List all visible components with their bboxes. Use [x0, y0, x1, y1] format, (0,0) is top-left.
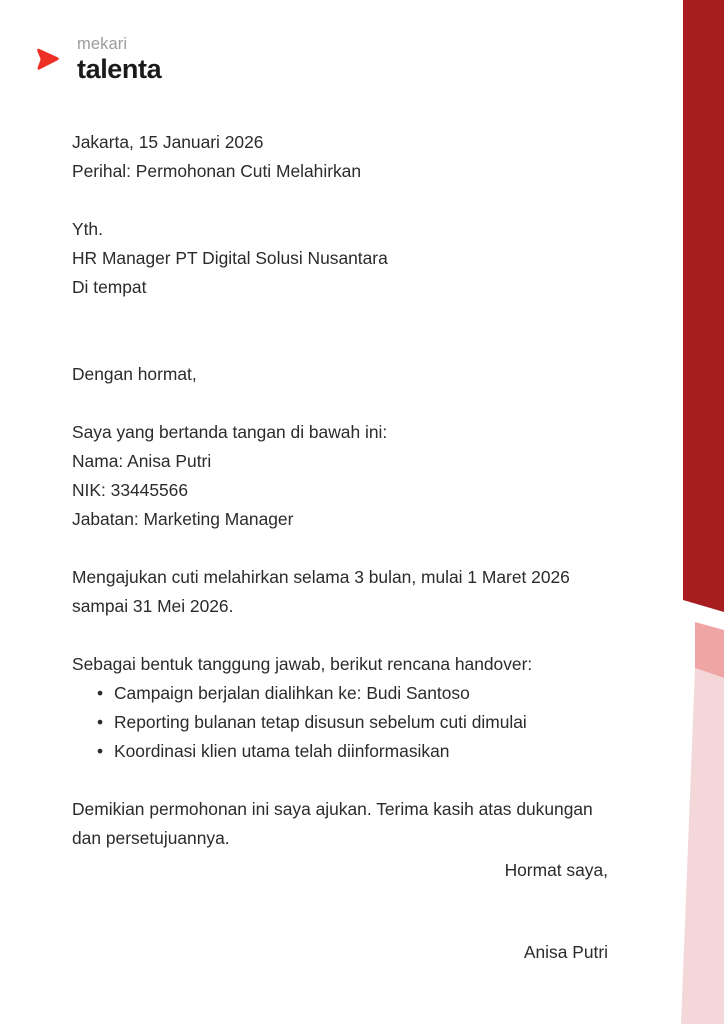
- handover-list: [72, 679, 602, 766]
- letter-body: [72, 128, 602, 853]
- decorative-band-mid: [695, 622, 724, 678]
- handover-intro: Sebagai bentuk tanggung jawab, berikut rencana handover:: [72, 654, 533, 674]
- recipient-name: HR Manager PT Digital Solusi Nusantara: [72, 248, 388, 268]
- identity-position: Jabatan: Marketing Manager: [72, 509, 294, 529]
- brand-name-mekari: mekari: [77, 35, 128, 53]
- list-item: • Koordinasi klien utama telah diinformasikan: [114, 737, 602, 766]
- identity-intro: Saya yang bertanda tangan di bawah ini:: [72, 422, 388, 442]
- list-item: • Campaign berjalan dialihkan ke: Budi Santoso: [114, 679, 602, 708]
- opening-line: Dengan hormat,: [72, 364, 197, 384]
- signer-name: Anisa Putri: [523, 942, 608, 962]
- letter-subject: Perihal: Permohonan Cuti Melahirkan: [72, 161, 362, 181]
- identity-nik: NIK: 33445566: [72, 480, 189, 500]
- spacer: [72, 302, 602, 360]
- request-paragraph: Mengajukan cuti melahirkan selama 3 bulan, mulai 1 Maret 2026 sampai 31 Mei 2026.: [72, 567, 570, 616]
- opening-greeting: [72, 360, 602, 389]
- identity-name: Nama: Anisa Putri: [72, 451, 212, 471]
- brand-logo: [30, 36, 161, 83]
- list-item: • Reporting bulanan tetap disusun sebelum cuti dimulai: [114, 708, 602, 737]
- spacer: [72, 621, 602, 650]
- identity-block: [72, 418, 602, 534]
- decorative-band-light: [681, 668, 724, 1024]
- recipient-place: Di tempat: [72, 277, 147, 297]
- brand-name-talenta: talenta: [77, 53, 162, 84]
- recipient-salutation: Yth.: [72, 219, 103, 239]
- spacer: [72, 766, 602, 795]
- place-and-date: Jakarta, 15 Januari 2026: [72, 132, 264, 152]
- spacer: [72, 389, 602, 418]
- decorative-band-dark: [683, 0, 724, 612]
- recipient-block: [72, 215, 602, 302]
- letter-header: [72, 128, 602, 186]
- spacer: [72, 186, 602, 215]
- spacer: [72, 534, 602, 563]
- closing-paragraph: Demikian permohonan ini saya ajukan. Terima kasih atas dukungan dan persetujuannya.: [72, 799, 593, 848]
- red-chevron-icon: [30, 40, 68, 78]
- brand-wordmark: [77, 36, 161, 83]
- sign-off: Hormat saya,: [504, 860, 608, 880]
